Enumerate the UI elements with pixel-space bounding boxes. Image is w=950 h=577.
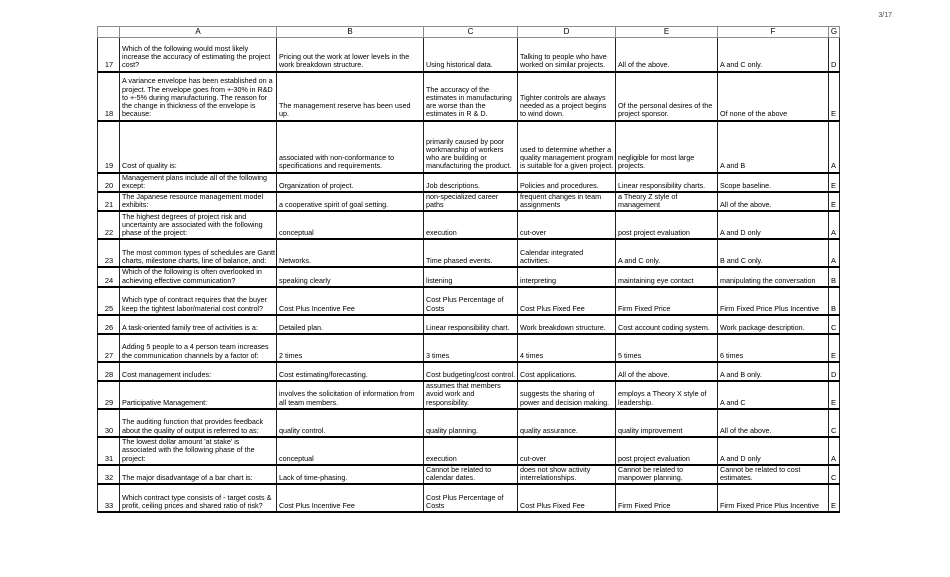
option-b-cell[interactable]: The accuracy of the estimates in manufacturing are worse than the estimates in R & D. (424, 72, 518, 121)
page-number: 3/17 (878, 12, 892, 19)
option-a-cell[interactable]: Organization of project. (277, 173, 424, 192)
answer-cell[interactable]: B (829, 267, 840, 286)
option-b-cell[interactable]: assumes that members avoid work and responsibility. (424, 381, 518, 409)
option-d-cell[interactable]: a Theory Z style of management (616, 192, 718, 211)
option-a-cell[interactable]: Networks. (277, 239, 424, 267)
option-c-cell[interactable]: Calendar integrated activities. (518, 239, 616, 267)
table-row (98, 211, 840, 239)
option-b-cell[interactable]: quality planning. (424, 409, 518, 437)
option-b-cell[interactable]: Linear responsibility chart. (424, 315, 518, 334)
question-cell[interactable]: The Japanese resource management model exhibits: (120, 192, 277, 211)
table-row (98, 437, 840, 465)
column-header-b[interactable]: B (277, 27, 424, 38)
option-a-cell[interactable]: a cooperative spirit of goal setting. (277, 192, 424, 211)
option-a-cell[interactable]: Cost Plus Incentive Fee (277, 287, 424, 315)
answer-cell[interactable]: D (829, 362, 840, 381)
option-a-cell[interactable]: 2 times (277, 334, 424, 362)
option-b-cell[interactable]: Cost budgeting/cost control. (424, 362, 518, 381)
question-cell[interactable]: Which of the following would most likely increase the accuracy of estimating the project cost? (120, 38, 277, 72)
row-number[interactable]: 25 (98, 287, 120, 315)
option-a-cell[interactable]: Cost Plus Incentive Fee (277, 484, 424, 512)
option-e-cell[interactable]: A and C only. (718, 38, 829, 72)
option-c-cell[interactable]: does not show activity interrelationships. (518, 465, 616, 484)
column-header-g[interactable]: G (829, 27, 840, 38)
option-d-cell[interactable]: post project evaluation (616, 211, 718, 239)
table-row (98, 315, 840, 334)
answer-cell[interactable]: C (829, 465, 840, 484)
option-d-cell[interactable]: All of the above. (616, 38, 718, 72)
column-header-a[interactable]: A (120, 27, 277, 38)
option-d-cell[interactable]: Cannot be related to manpower planning. (616, 465, 718, 484)
option-c-cell[interactable]: suggests the sharing of power and decision making. (518, 381, 616, 409)
table-row (98, 192, 840, 211)
option-c-cell[interactable]: Cost applications. (518, 362, 616, 381)
option-c-cell[interactable]: cut-over (518, 211, 616, 239)
option-c-cell[interactable]: Talking to people who have worked on similar projects. (518, 38, 616, 72)
option-a-cell[interactable]: Cost estimating/forecasting. (277, 362, 424, 381)
row-number[interactable]: 20 (98, 173, 120, 192)
answer-cell[interactable]: E (829, 381, 840, 409)
option-e-cell[interactable]: All of the above. (718, 409, 829, 437)
row-number[interactable]: 19 (98, 121, 120, 173)
corner-cell[interactable] (98, 27, 120, 38)
row-number[interactable]: 17 (98, 38, 120, 72)
option-b-cell[interactable]: listening (424, 267, 518, 286)
question-cell[interactable]: The highest degrees of project risk and uncertainty are associated with the following phase of the project: (120, 211, 277, 239)
option-d-cell[interactable]: Firm Fixed Price (616, 484, 718, 512)
option-a-cell[interactable]: The management reserve has been used up. (277, 72, 424, 121)
table-row (98, 267, 840, 286)
row-number[interactable]: 22 (98, 211, 120, 239)
option-c-cell[interactable]: Work breakdown structure. (518, 315, 616, 334)
table-body (98, 38, 840, 513)
question-cell[interactable]: A variance envelope has been established on a project. The envelope goes from +-30% in R&D to +-5% during manufacturing. The reason for the change in thickness of the envelope is because: (120, 72, 277, 121)
answer-cell[interactable]: A (829, 211, 840, 239)
option-a-cell[interactable]: associated with non-conformance to specifications and requirements. (277, 121, 424, 173)
question-cell[interactable]: The major disadvantage of a bar chart is: (120, 465, 277, 484)
answer-cell[interactable]: C (829, 409, 840, 437)
column-header-e[interactable]: E (616, 27, 718, 38)
option-a-cell[interactable]: Pricing out the work at lower levels in the work breakdown structure. (277, 38, 424, 72)
question-cell[interactable]: The most common types of schedules are Gantt charts, milestone charts, line of balance, and: (120, 239, 277, 267)
table-row (98, 173, 840, 192)
option-c-cell[interactable]: Cost Plus Fixed Fee (518, 484, 616, 512)
option-e-cell[interactable]: Firm Fixed Price Plus Incentive (718, 484, 829, 512)
option-a-cell[interactable]: speaking clearly (277, 267, 424, 286)
option-b-cell[interactable]: execution (424, 211, 518, 239)
option-e-cell[interactable]: Firm Fixed Price Plus Incentive (718, 287, 829, 315)
option-d-cell[interactable]: All of the above. (616, 362, 718, 381)
option-a-cell[interactable]: quality control. (277, 409, 424, 437)
column-header-c[interactable]: C (424, 27, 518, 38)
option-c-cell[interactable]: Policies and procedures. (518, 173, 616, 192)
answer-cell[interactable]: A (829, 437, 840, 465)
table-row (98, 121, 840, 173)
option-d-cell[interactable]: 5 times (616, 334, 718, 362)
column-header-row (98, 27, 840, 38)
table-row (98, 409, 840, 437)
question-cell[interactable]: The lowest dollar amount 'at stake' is associated with the following phase of the project: (120, 437, 277, 465)
row-number[interactable]: 24 (98, 267, 120, 286)
column-header-f[interactable]: F (718, 27, 829, 38)
table-row (98, 381, 840, 409)
answer-cell[interactable]: B (829, 287, 840, 315)
option-b-cell[interactable]: Cost Plus Percentage of Costs (424, 287, 518, 315)
answer-cell[interactable]: E (829, 334, 840, 362)
row-number[interactable]: 23 (98, 239, 120, 267)
option-b-cell[interactable]: Cost Plus Percentage of Costs (424, 484, 518, 512)
question-cell[interactable]: Participative Management: (120, 381, 277, 409)
option-d-cell[interactable]: Firm Fixed Price (616, 287, 718, 315)
option-d-cell[interactable]: Cost account coding system. (616, 315, 718, 334)
option-a-cell[interactable]: conceptual (277, 437, 424, 465)
option-e-cell[interactable]: Work package description. (718, 315, 829, 334)
question-cell[interactable]: Cost management includes: (120, 362, 277, 381)
option-e-cell[interactable]: A and B (718, 121, 829, 173)
option-d-cell[interactable]: A and C only. (616, 239, 718, 267)
question-cell[interactable]: Cost of quality is: (120, 121, 277, 173)
option-e-cell[interactable]: Cannot be related to cost estimates. (718, 465, 829, 484)
question-cell[interactable]: Management plans include all of the following except: (120, 173, 277, 192)
row-number[interactable]: 33 (98, 484, 120, 512)
option-b-cell[interactable]: primarily caused by poor workmanship of workers who are building or manufacturing the product. (424, 121, 518, 173)
table-row (98, 334, 840, 362)
option-e-cell[interactable]: Scope baseline. (718, 173, 829, 192)
option-a-cell[interactable]: Lack of time-phasing. (277, 465, 424, 484)
row-number[interactable]: 31 (98, 437, 120, 465)
option-b-cell[interactable]: execution (424, 437, 518, 465)
option-c-cell[interactable]: used to determine whether a quality management program is suitable for a given project. (518, 121, 616, 173)
option-e-cell[interactable]: A and B only. (718, 362, 829, 381)
column-header-d[interactable]: D (518, 27, 616, 38)
question-cell[interactable]: Which contract type consists of - target costs & profit, ceiling prices and shared ratio of risk? (120, 484, 277, 512)
question-cell[interactable]: A task-oriented family tree of activities is a: (120, 315, 277, 334)
row-number[interactable]: 30 (98, 409, 120, 437)
option-b-cell[interactable]: non-specialized career paths (424, 192, 518, 211)
table-row (98, 239, 840, 267)
row-number[interactable]: 28 (98, 362, 120, 381)
table-row (98, 484, 840, 512)
answer-cell[interactable]: E (829, 173, 840, 192)
option-a-cell[interactable]: involves the solicitation of information from all team members. (277, 381, 424, 409)
row-number[interactable]: 18 (98, 72, 120, 121)
option-b-cell[interactable]: Using historical data. (424, 38, 518, 72)
answer-cell[interactable]: C (829, 315, 840, 334)
question-cell[interactable]: The auditing function that provides feedback about the quality of output is referred to as: (120, 409, 277, 437)
option-e-cell[interactable]: A and C (718, 381, 829, 409)
option-c-cell[interactable]: quality assurance. (518, 409, 616, 437)
option-e-cell[interactable]: B and C only. (718, 239, 829, 267)
option-c-cell[interactable]: 4 times (518, 334, 616, 362)
answer-cell[interactable]: E (829, 192, 840, 211)
option-d-cell[interactable]: Linear responsibility charts. (616, 173, 718, 192)
option-c-cell[interactable]: frequent changes in team assignments (518, 192, 616, 211)
option-e-cell[interactable]: A and D only (718, 211, 829, 239)
row-number[interactable]: 21 (98, 192, 120, 211)
table-row (98, 38, 840, 72)
answer-cell[interactable]: E (829, 72, 840, 121)
option-b-cell[interactable]: Cannot be related to calendar dates. (424, 465, 518, 484)
option-a-cell[interactable]: Detailed plan. (277, 315, 424, 334)
row-number[interactable]: 27 (98, 334, 120, 362)
option-d-cell[interactable]: employs a Theory X style of leadership. (616, 381, 718, 409)
row-number[interactable]: 32 (98, 465, 120, 484)
question-cell[interactable]: Adding 5 people to a 4 person team increases the communication channels by a factor of: (120, 334, 277, 362)
option-c-cell[interactable]: Cost Plus Fixed Fee (518, 287, 616, 315)
answer-cell[interactable]: D (829, 38, 840, 72)
option-d-cell[interactable]: maintaining eye contact (616, 267, 718, 286)
option-d-cell[interactable]: quality improvement (616, 409, 718, 437)
question-cell[interactable]: Which of the following is often overlooked in achieving effective communication? (120, 267, 277, 286)
row-number[interactable]: 26 (98, 315, 120, 334)
option-e-cell[interactable]: manipulating the conversation (718, 267, 829, 286)
option-b-cell[interactable]: Job descriptions. (424, 173, 518, 192)
table-row (98, 287, 840, 315)
table-row (98, 362, 840, 381)
option-b-cell[interactable]: 3 times (424, 334, 518, 362)
answer-cell[interactable]: A (829, 121, 840, 173)
option-a-cell[interactable]: conceptual (277, 211, 424, 239)
option-b-cell[interactable]: Time phased events. (424, 239, 518, 267)
table-row (98, 465, 840, 484)
row-number[interactable]: 29 (98, 381, 120, 409)
answer-cell[interactable]: E (829, 484, 840, 512)
option-d-cell[interactable]: negligible for most large projects. (616, 121, 718, 173)
spreadsheet-table (97, 26, 840, 513)
option-c-cell[interactable]: Tighter controls are always needed as a project begins to wind down. (518, 72, 616, 121)
option-d-cell[interactable]: Of the personal desires of the project sponsor. (616, 72, 718, 121)
question-cell[interactable]: Which type of contract requires that the buyer keep the tightest labor/material cost control? (120, 287, 277, 315)
option-e-cell[interactable]: Of none of the above (718, 72, 829, 121)
option-e-cell[interactable]: 6 times (718, 334, 829, 362)
option-d-cell[interactable]: post project evaluation (616, 437, 718, 465)
answer-cell[interactable]: A (829, 239, 840, 267)
option-e-cell[interactable]: A and D only (718, 437, 829, 465)
option-c-cell[interactable]: interpreting (518, 267, 616, 286)
option-e-cell[interactable]: All of the above. (718, 192, 829, 211)
table-row (98, 72, 840, 121)
option-c-cell[interactable]: cut-over (518, 437, 616, 465)
